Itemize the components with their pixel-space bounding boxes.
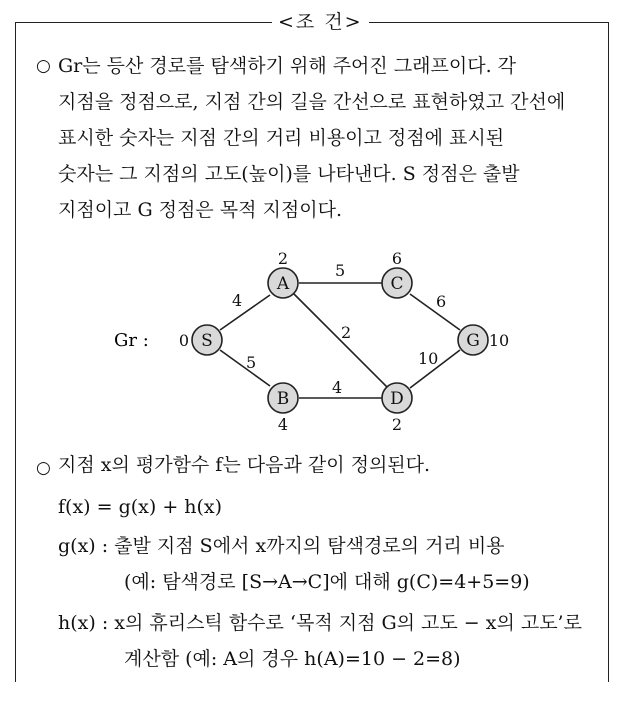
edge-cost-d-g: 10	[418, 349, 439, 368]
node-b-label: B	[276, 389, 290, 409]
g-definition: g(x) : 출발 지점 S에서 x까지의 탐색경로의 거리 비용	[58, 535, 505, 557]
node-g-altitude: 10	[488, 331, 510, 350]
f-definition: f(x) = g(x) + h(x)	[58, 496, 223, 518]
graph-label: Gr :	[114, 330, 149, 351]
node-d-label: D	[390, 389, 404, 409]
edge-c-g	[410, 294, 460, 330]
node-d-altitude: 2	[391, 415, 403, 434]
edge-cost-a-c: 5	[335, 261, 346, 280]
intro-line-4: 숫자는 그 지점의 고도(높이)를 나타낸다. S 정점은 출발	[58, 163, 520, 185]
node-c-altitude: 6	[391, 249, 403, 268]
edge-s-b	[220, 350, 270, 386]
edge-cost-c-g: 6	[436, 292, 447, 311]
edge-s-a	[220, 295, 270, 330]
bullet-2: ○	[36, 458, 51, 478]
h-definition: h(x) : x의 휴리스틱 함수로 ‘목적 지점 G의 고도 − x의 고도’로	[58, 612, 582, 634]
intro-line-2: 지점을 정점으로, 지점 간의 길을 간선으로 표현하였고 간선에	[58, 91, 566, 113]
edge-cost-s-b: 5	[246, 353, 257, 372]
node-s-altitude: 0	[178, 331, 190, 350]
node-a-label: A	[276, 274, 290, 294]
h-example: 계산함 (예: A의 경우 h(A)=10 − 2=8)	[124, 648, 461, 670]
node-b-altitude: 4	[277, 415, 289, 434]
node-c-label: C	[390, 274, 404, 294]
g-example: (예: 탐색경로 [S→A→C]에 대해 g(C)=4+5=9)	[124, 571, 530, 593]
node-a-altitude: 2	[277, 249, 289, 268]
intro-line-5: 지점이고 G 정점은 목적 지점이다.	[58, 199, 342, 221]
edge-cost-a-d: 2	[341, 323, 352, 342]
node-s-label: S	[201, 331, 213, 351]
intro-line-3: 표시한 숫자는 지점 간의 거리 비용이고 정점에 표시된	[58, 127, 505, 149]
edge-cost-b-d: 4	[332, 378, 343, 397]
node-g-label: G	[466, 331, 480, 351]
f-intro: 지점 x의 평가함수 f는 다음과 같이 정의된다.	[58, 454, 431, 476]
intro-line-1: Gr는 등산 경로를 탐색하기 위해 주어진 그래프이다. 각	[58, 55, 517, 77]
edge-cost-s-a: 4	[232, 291, 243, 310]
box-title: <조 건>	[272, 11, 369, 33]
bullet-1: ○	[36, 56, 51, 76]
